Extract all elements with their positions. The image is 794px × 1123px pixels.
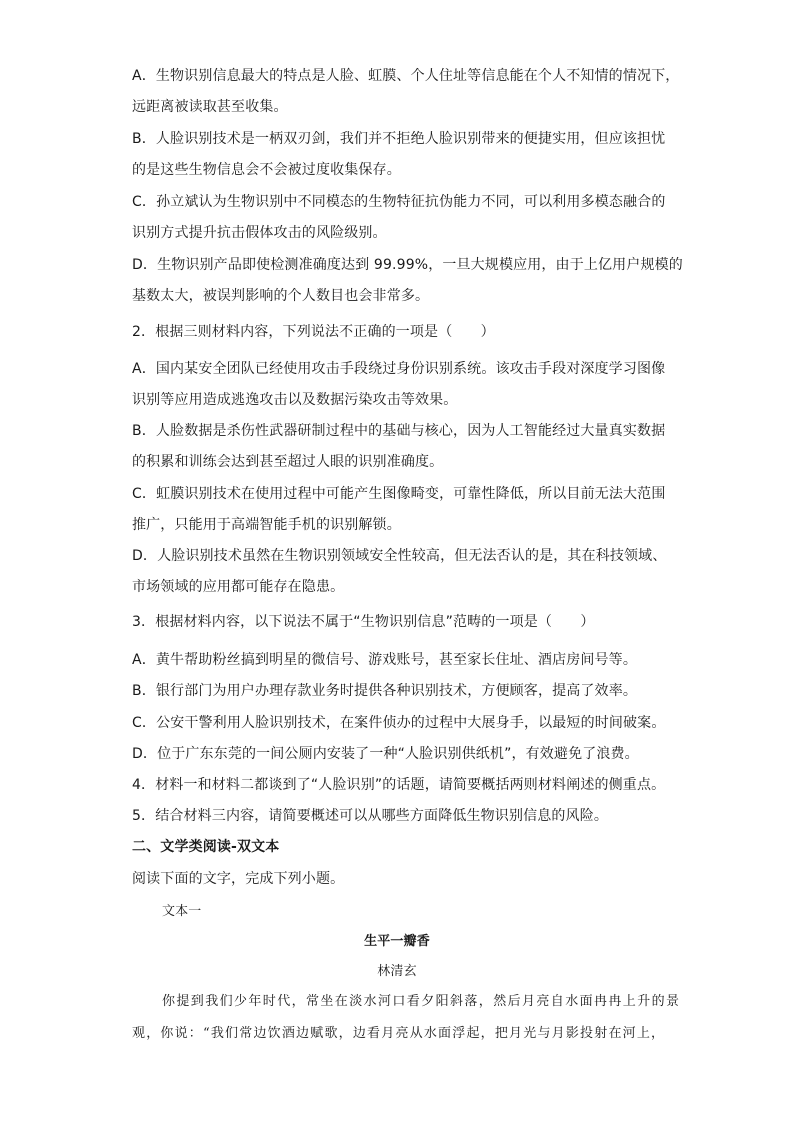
essay-author: 林清玄 xyxy=(377,964,417,979)
q1-option-a-line1: A．生物识别信息最大的特点是人脸、虹膜、个人住址等信息能在个人不知情的情况下， xyxy=(132,68,680,84)
q1-option-b-line1: B．人脸识别技术是一柄双刃剑，我们并不拒绝人脸识别带来的便捷实用，但应该担忧 xyxy=(132,131,666,147)
q1-option-b-line2: 的是这些生物信息会不会被过度收集保存。 xyxy=(132,162,401,178)
q1-option-d-line1: D．生物识别产品即使检测准确度达到 99.99%，一旦大规模应用，由于上亿用户规模的 xyxy=(132,257,683,273)
q2-option-a-line1: A．国内某安全团队已经使用攻击手段绕过身份识别系统。该攻击手段对深度学习图像 xyxy=(132,361,666,377)
q2-option-d-line2: 市场领域的应用都可能存在隐患。 xyxy=(132,579,345,595)
reading-instruction: 阅读下面的文字，完成下列小题。 xyxy=(132,871,345,887)
q3-option-a: A．黄牛帮助粉丝搞到明星的微信号、游戏账号，甚至家长住址、酒店房间号等。 xyxy=(132,652,637,668)
q2-option-a-line2: 识别等应用造成逃逸攻击以及数据污染攻击等效果。 xyxy=(132,392,458,408)
q3-option-c: C．公安干警利用人脸识别技术，在案件侦办的过程中大展身手，以最短的时间破案。 xyxy=(132,715,666,731)
q2-option-c-line2: 推广，只能用于高端智能手机的识别解锁。 xyxy=(132,517,401,533)
q2-option-d-line1: D．人脸识别技术虽然在生物识别领域安全性较高，但无法否认的是，其在科技领域、 xyxy=(132,548,667,564)
q3-option-b: B．银行部门为用户办理存款业务时提供各种识别技术，方便顾客，提高了效率。 xyxy=(132,683,638,699)
q1-option-d-line2: 基数太大，被误判影响的个人数目也会非常多。 xyxy=(132,288,430,304)
q1-option-c-line2: 识别方式提升抗击假体攻击的风险级别。 xyxy=(132,225,387,241)
q2-option-b-line1: B．人脸数据是杀伤性武器研制过程中的基础与核心，因为人工智能经过大量真实数据 xyxy=(132,423,666,439)
q2-stem: 2．根据三则材料内容，下列说法不正确的一项是（ ） xyxy=(132,324,495,340)
q1-option-c-line1: C．孙立斌认为生物识别中不同模态的生物特征抗伪能力不同，可以利用多模态融合的 xyxy=(132,194,666,210)
q1-option-a-line2: 远距离被读取甚至收集。 xyxy=(132,99,288,115)
essay-title: 生平一瓣香 xyxy=(364,934,430,949)
q5-stem: 5．结合材料三内容，请简要概述可以从哪些方面降低生物识别信息的风险。 xyxy=(132,808,609,824)
text-label: 文本一 xyxy=(162,904,202,919)
section-heading: 二、文学类阅读-双文本 xyxy=(132,839,280,855)
q3-option-d: D．位于广东东莞的一间公厕内安装了一种“人脸识别供纸机”，有效避免了浪费。 xyxy=(132,746,639,762)
essay-paragraph-line2: 观，你说：“我们常边饮酒边赋歌，边看月亮从水面浮起，把月光与月影投射在河上， xyxy=(132,1026,666,1041)
q2-option-c-line1: C．虹膜识别技术在使用过程中可能产生图像畸变，可靠性降低，所以目前无法大范围 xyxy=(132,486,666,502)
q2-option-b-line2: 的积累和训练会达到甚至超过人眼的识别准确度。 xyxy=(132,454,444,470)
q3-stem: 3．根据材料内容，以下说法不属于“生物识别信息”范畴的一项是（ ） xyxy=(132,614,595,630)
essay-paragraph-line1: 你提到我们少年时代，常坐在淡水河口看夕阳斜落，然后月亮自水面冉冉上升的景 xyxy=(162,994,681,1009)
q4-stem: 4．材料一和材料二都谈到了“人脸识别”的话题，请简要概括两则材料阐述的侧重点。 xyxy=(132,777,666,793)
